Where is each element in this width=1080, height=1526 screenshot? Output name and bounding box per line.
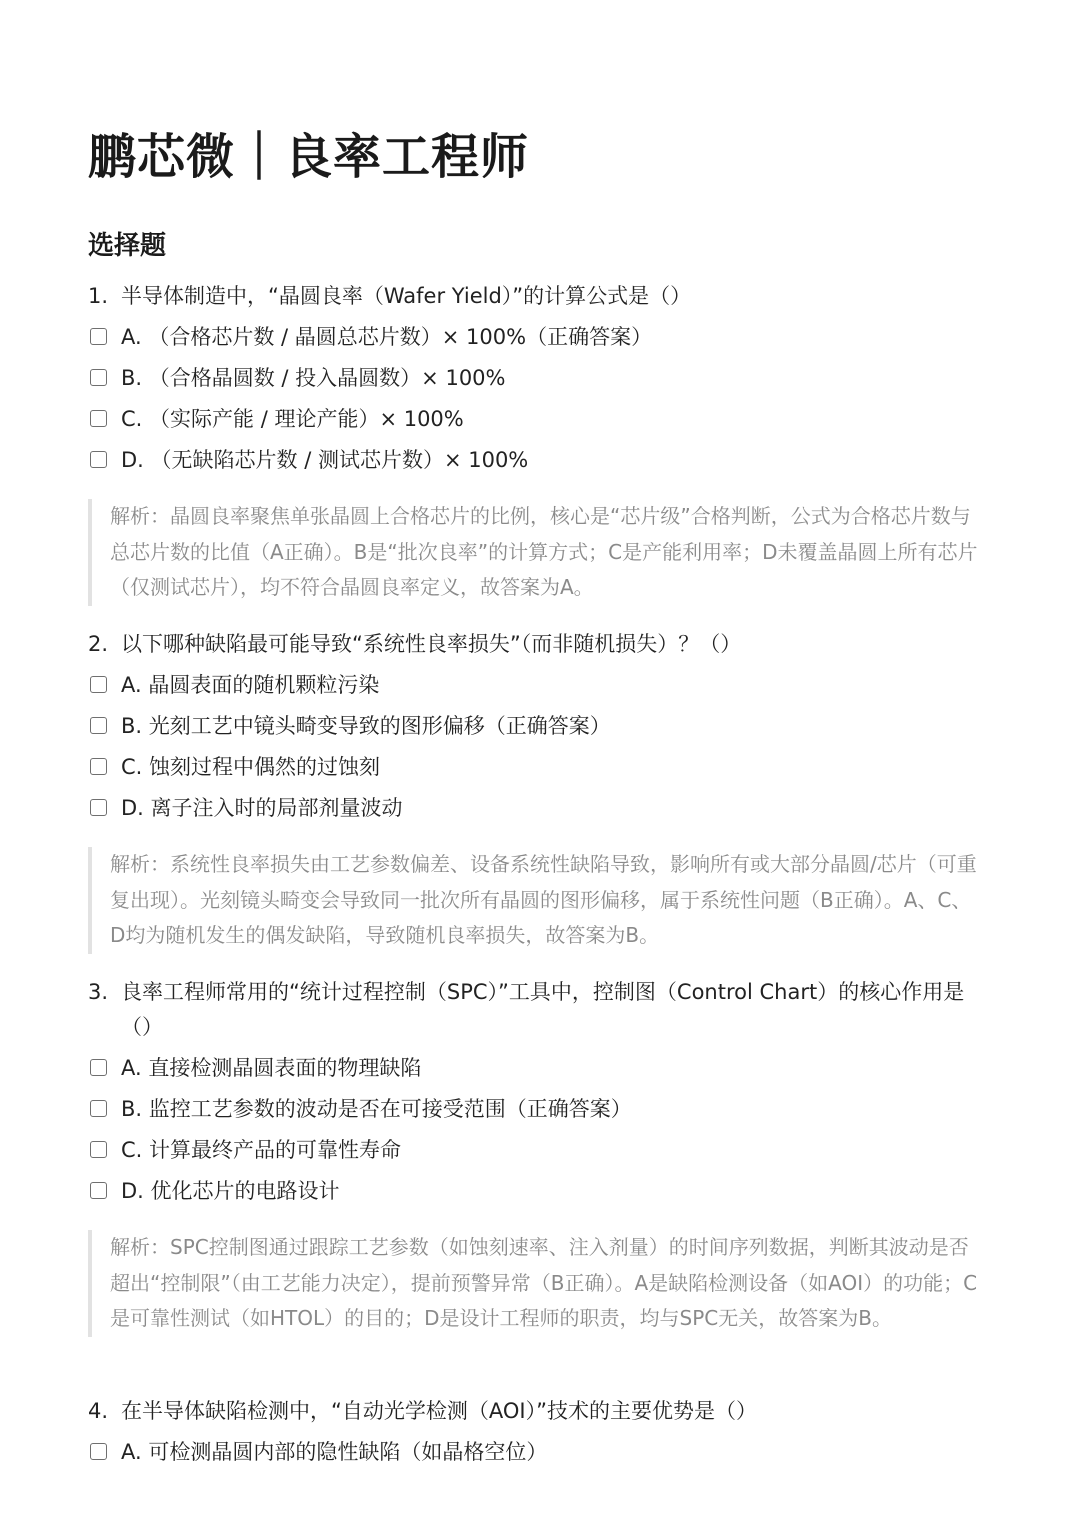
checkbox-icon[interactable] <box>90 1100 107 1117</box>
question-number: 1. <box>88 284 109 308</box>
option-label: B. 监控工艺参数的波动是否在可接受范围（正确答案） <box>121 1097 632 1121</box>
question-text: 以下哪种缺陷最可能导致“系统性良率损失”（而非随机损失）？（） <box>121 632 742 656</box>
option-label: A. 直接检测晶圆表面的物理缺陷 <box>121 1056 422 1080</box>
question-number: 2. <box>88 632 109 656</box>
analysis-1: 解析：晶圆良率聚焦单张晶圆上合格芯片的比例，核心是“芯片级”合格判断，公式为合格芯片数与总芯片数的比值（A正确）。B是“批次良率”的计算方式；C是产能利用率；D未覆盖晶圆上所有芯片（仅测试芯片），均不符合晶圆良率定义，故答案为A。 <box>88 499 985 606</box>
checkbox-icon[interactable] <box>90 410 107 427</box>
checkbox-icon[interactable] <box>90 799 107 816</box>
question-number: 4. <box>88 1399 109 1423</box>
checkbox-icon[interactable] <box>90 1141 107 1158</box>
checkbox-icon[interactable] <box>90 451 107 468</box>
analysis-3: 解析：SPC控制图通过跟踪工艺参数（如蚀刻速率、注入剂量）的时间序列数据，判断其波动是否超出“控制限”（由工艺能力决定），提前预警异常（B正确）。A是缺陷检测设备（如AOI）的功能；C是可靠性测试（如HTOL）的目的；D是设计工程师的职责，均与SPC无关，故答案为B。 <box>88 1230 985 1337</box>
checkbox-icon[interactable] <box>90 676 107 693</box>
option-label: C. 蚀刻过程中偶然的过蚀刻 <box>121 755 381 779</box>
page-title: 鹏芯微｜良率工程师 <box>88 129 530 185</box>
option-label: A. 可检测晶圆内部的隐性缺陷（如晶格空位） <box>121 1440 548 1464</box>
option-label: D. 优化芯片的电路设计 <box>121 1179 340 1203</box>
checkbox-icon[interactable] <box>90 1443 107 1460</box>
checkbox-icon[interactable] <box>90 328 107 345</box>
option-label: D. 离子注入时的局部剂量波动 <box>121 796 403 820</box>
checkbox-icon[interactable] <box>90 1182 107 1199</box>
checkbox-icon[interactable] <box>90 1059 107 1076</box>
checkbox-icon[interactable] <box>90 717 107 734</box>
checkbox-icon[interactable] <box>90 758 107 775</box>
section-heading: 选择题 <box>88 231 167 261</box>
question-1 <box>88 279 988 314</box>
question-2 <box>88 627 988 662</box>
option-label: C. 计算最终产品的可靠性寿命 <box>121 1138 402 1162</box>
analysis-2: 解析：系统性良率损失由工艺参数偏差、设备系统性缺陷导致，影响所有或大部分晶圆/芯片（可重复出现）。光刻镜头畸变会导致同一批次所有晶圆的图形偏移，属于系统性问题（B正确）。A、C、D均为随机发生的偶发缺陷，导致随机良率损失，故答案为B。 <box>88 847 985 954</box>
option-label: B. （合格晶圆数 / 投入晶圆数）× 100% <box>121 366 506 390</box>
checkbox-icon[interactable] <box>90 369 107 386</box>
question-text: 半导体制造中，“晶圆良率（Wafer Yield）”的计算公式是（） <box>121 284 692 308</box>
question-3 <box>88 975 988 1045</box>
question-text: 良率工程师常用的“统计过程控制（SPC）”工具中，控制图（Control Chart）的核心作用是（） <box>121 980 965 1039</box>
question-number: 3. <box>88 980 109 1004</box>
option-label: A. （合格芯片数 / 晶圆总芯片数）× 100%（正确答案） <box>121 325 653 349</box>
option-label: B. 光刻工艺中镜头畸变导致的图形偏移（正确答案） <box>121 714 611 738</box>
question-4 <box>88 1394 988 1429</box>
option-label: D. （无缺陷芯片数 / 测试芯片数）× 100% <box>121 448 529 472</box>
question-text: 在半导体缺陷检测中，“自动光学检测（AOI）”技术的主要优势是（） <box>121 1399 757 1423</box>
option-label: C. （实际产能 / 理论产能）× 100% <box>121 407 464 431</box>
option-label: A. 晶圆表面的随机颗粒污染 <box>121 673 380 697</box>
